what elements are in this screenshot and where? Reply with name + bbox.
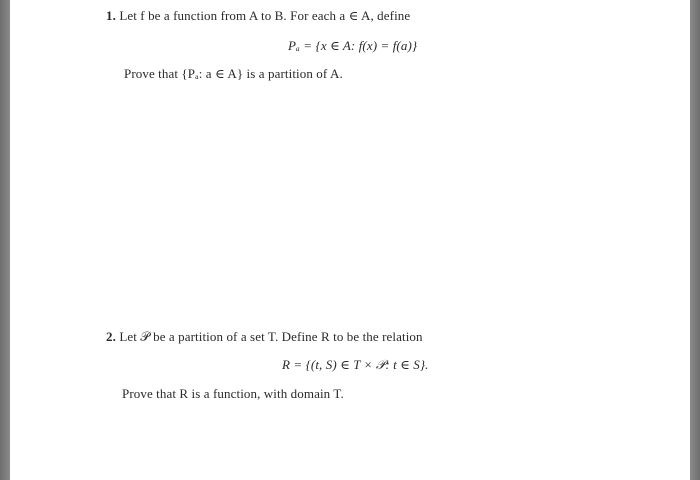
problem-1-statement: Let f be a function from A to B. For each a ∈ A, define (119, 8, 411, 23)
problem-2-statement: Let 𝒫 be a partition of a set T. Define R to be the relation (119, 329, 423, 344)
viewer-right-edge (690, 0, 700, 480)
problem-2-statement-line (106, 329, 423, 345)
viewer-left-edge (0, 0, 10, 480)
problem-1-task: Prove that {Pₐ: a ∈ A} is a partition of A. (124, 66, 343, 81)
problem-2-formula: R = {(t, S) ∈ T × 𝒫: t ∈ S}. (282, 357, 429, 372)
problem-1-number: 1. (106, 8, 116, 23)
problem-1-formula: Pₐ = {x ∈ A: f(x) = f(a)} (288, 38, 418, 53)
problem-1-statement-line (106, 8, 410, 24)
document-page (10, 0, 690, 480)
problem-2-number: 2. (106, 329, 116, 344)
problem-2-task: Prove that R is a function, with domain T. (122, 386, 344, 401)
